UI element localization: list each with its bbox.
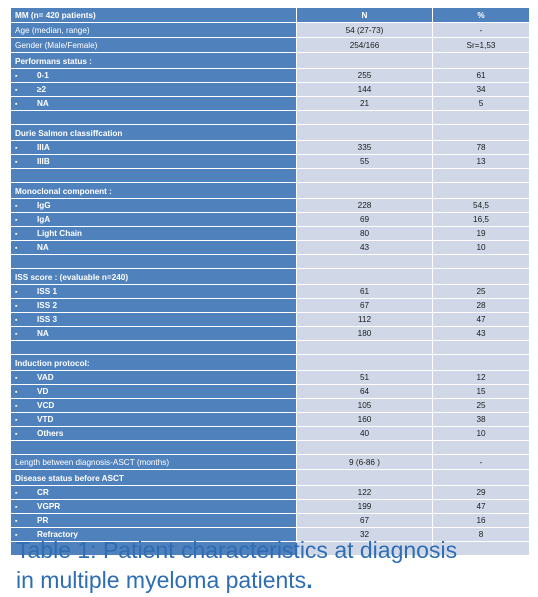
table-row <box>11 427 530 441</box>
spacer-cell <box>297 169 433 183</box>
table-row <box>11 227 530 241</box>
table-row-age <box>11 23 530 38</box>
table-row <box>11 486 530 500</box>
table-row <box>11 313 530 327</box>
table-row <box>11 500 530 514</box>
table-row <box>11 155 530 169</box>
item-pct: 38 <box>433 413 530 427</box>
table-header-row <box>11 8 530 23</box>
spacer-cell <box>11 169 297 183</box>
bullet-icon: ▪ <box>15 230 18 238</box>
item-label-cell <box>11 213 297 227</box>
item-label: VD <box>37 386 49 396</box>
section-title-n-empty <box>297 53 433 69</box>
bullet-icon: ▪ <box>15 531 18 539</box>
table-row-length <box>11 455 530 470</box>
length-label: Length between diagnosis-ASCT (months) <box>11 455 297 470</box>
header-n: N <box>297 8 433 23</box>
caption-end-mark: . <box>306 567 313 593</box>
item-label: IgG <box>37 200 51 210</box>
item-pct: 12 <box>433 371 530 385</box>
gender-label: Gender (Male/Female) <box>11 38 297 53</box>
header-cohort-label: MM (n= 420 patients) <box>11 8 297 23</box>
item-label-cell <box>11 313 297 327</box>
table-row <box>11 385 530 399</box>
item-label-cell <box>11 285 297 299</box>
item-n: 64 <box>297 385 433 399</box>
section-title-row-monoclonal-component <box>11 183 530 199</box>
table-row <box>11 97 530 111</box>
item-pct: 34 <box>433 83 530 97</box>
item-label: Refractory <box>37 529 78 539</box>
section-title-n-empty <box>297 470 433 486</box>
item-label: ≥2 <box>37 84 47 94</box>
item-label: PR <box>37 515 49 525</box>
item-n: 61 <box>297 285 433 299</box>
item-n: 144 <box>297 83 433 97</box>
item-label: NA <box>37 98 49 108</box>
spacer-cell <box>433 341 530 355</box>
section-title-monoclonal-component: Monoclonal component : <box>11 183 297 199</box>
spacer-cell <box>11 441 297 455</box>
spacer-cell <box>297 255 433 269</box>
gender-pct: Sr=1,53 <box>433 38 530 53</box>
patient-characteristics-table <box>10 7 530 556</box>
table-row <box>11 327 530 341</box>
item-label: ISS 1 <box>37 286 58 296</box>
bullet-icon: ▪ <box>15 288 18 296</box>
item-label: NA <box>37 328 49 338</box>
item-pct: 28 <box>433 299 530 313</box>
item-n: 160 <box>297 413 433 427</box>
item-pct: 29 <box>433 486 530 500</box>
item-label-cell <box>11 427 297 441</box>
item-n: 51 <box>297 371 433 385</box>
item-n: 335 <box>297 141 433 155</box>
item-pct: 16,5 <box>433 213 530 227</box>
spacer-row <box>11 441 530 455</box>
item-n: 67 <box>297 299 433 313</box>
table-row <box>11 199 530 213</box>
caption-line-1: Table 1: Patient characteristics at diagnosis <box>16 537 458 563</box>
section-title-disease-status: Disease status before ASCT <box>11 470 297 486</box>
item-pct: 61 <box>433 69 530 83</box>
bullet-icon: ▪ <box>15 503 18 511</box>
section-title-pct-empty <box>433 269 530 285</box>
table-caption <box>16 535 531 595</box>
bullet-icon: ▪ <box>15 374 18 382</box>
item-label: 0-1 <box>37 70 49 80</box>
age-label: Age (median, range) <box>11 23 297 38</box>
bullet-icon: ▪ <box>15 489 18 497</box>
length-pct: - <box>433 455 530 470</box>
item-label-cell <box>11 486 297 500</box>
caption-line-2 <box>16 565 531 595</box>
spacer-cell <box>433 441 530 455</box>
item-label-cell <box>11 399 297 413</box>
section-title-durie-salmon: Durie Salmon classiffcation <box>11 125 297 141</box>
table-row <box>11 514 530 528</box>
item-label: VTD <box>37 414 54 424</box>
bullet-icon: ▪ <box>15 216 18 224</box>
gender-n: 254/166 <box>297 38 433 53</box>
spacer-cell <box>11 111 297 125</box>
item-label: VCD <box>37 400 55 410</box>
section-title-pct-empty <box>433 470 530 486</box>
table-row <box>11 413 530 427</box>
item-pct: 10 <box>433 427 530 441</box>
section-title-n-empty <box>297 355 433 371</box>
item-pct: 25 <box>433 285 530 299</box>
item-pct: 5 <box>433 97 530 111</box>
item-pct: 47 <box>433 313 530 327</box>
item-label: Others <box>37 428 64 438</box>
spacer-cell <box>433 111 530 125</box>
item-n: 40 <box>297 427 433 441</box>
section-title-n-empty <box>297 183 433 199</box>
item-label: ISS 3 <box>37 314 58 324</box>
age-n: 54 (27-73) <box>297 23 433 38</box>
spacer-cell <box>297 341 433 355</box>
item-n: 180 <box>297 327 433 341</box>
spacer-cell <box>433 255 530 269</box>
item-pct: 13 <box>433 155 530 169</box>
spacer-cell <box>11 255 297 269</box>
item-label-cell <box>11 199 297 213</box>
section-title-iss-score: ISS score : (evaluable n=240) <box>11 269 297 285</box>
item-pct: 47 <box>433 500 530 514</box>
section-title-n-empty <box>297 269 433 285</box>
section-title-row-disease-status <box>11 470 530 486</box>
item-label: CR <box>37 487 49 497</box>
caption-line-2-text: in multiple myeloma patients <box>16 567 307 593</box>
section-title-pct-empty <box>433 355 530 371</box>
item-label-cell <box>11 241 297 255</box>
section-title-pct-empty <box>433 125 530 141</box>
bullet-icon: ▪ <box>15 330 18 338</box>
bullet-icon: ▪ <box>15 430 18 438</box>
table-row <box>11 69 530 83</box>
item-label: NA <box>37 242 49 252</box>
item-n: 199 <box>297 500 433 514</box>
item-pct: 54,5 <box>433 199 530 213</box>
spacer-row <box>11 341 530 355</box>
table-row <box>11 83 530 97</box>
table-row <box>11 241 530 255</box>
item-n: 69 <box>297 213 433 227</box>
bullet-icon: ▪ <box>15 100 18 108</box>
item-label-cell <box>11 500 297 514</box>
section-title-row-iss-score <box>11 269 530 285</box>
item-label-cell <box>11 514 297 528</box>
table-row <box>11 299 530 313</box>
item-pct: 16 <box>433 514 530 528</box>
spacer-cell <box>297 111 433 125</box>
spacer-row <box>11 169 530 183</box>
section-title-pct-empty <box>433 183 530 199</box>
bullet-icon: ▪ <box>15 72 18 80</box>
table-row <box>11 371 530 385</box>
item-pct: 10 <box>433 241 530 255</box>
item-label: IgA <box>37 214 51 224</box>
item-n: 55 <box>297 155 433 169</box>
patient-characteristics-table-container <box>10 7 529 556</box>
section-title-row-performance-status <box>11 53 530 69</box>
item-pct: 78 <box>433 141 530 155</box>
item-n: 43 <box>297 241 433 255</box>
item-label: IIIB <box>37 156 50 166</box>
spacer-row <box>11 255 530 269</box>
section-title-row-durie-salmon <box>11 125 530 141</box>
item-label: VAD <box>37 372 54 382</box>
item-label-cell <box>11 155 297 169</box>
item-pct: 8 <box>433 528 530 542</box>
bullet-icon: ▪ <box>15 402 18 410</box>
item-pct: 25 <box>433 399 530 413</box>
item-label-cell <box>11 413 297 427</box>
section-title-performance-status: Performans status : <box>11 53 297 69</box>
header-percent: % <box>433 8 530 23</box>
section-title-n-empty <box>297 125 433 141</box>
item-n: 122 <box>297 486 433 500</box>
item-label-cell <box>11 83 297 97</box>
item-label-cell <box>11 69 297 83</box>
bullet-icon: ▪ <box>15 244 18 252</box>
table-row <box>11 213 530 227</box>
item-label-cell <box>11 97 297 111</box>
item-n: 228 <box>297 199 433 213</box>
item-n: 32 <box>297 528 433 542</box>
table-row <box>11 399 530 413</box>
item-label-cell <box>11 227 297 241</box>
item-n: 255 <box>297 69 433 83</box>
bullet-icon: ▪ <box>15 416 18 424</box>
bullet-icon: ▪ <box>15 144 18 152</box>
item-label-cell <box>11 327 297 341</box>
length-n: 9 (6-86 ) <box>297 455 433 470</box>
spacer-cell <box>11 341 297 355</box>
item-pct: 15 <box>433 385 530 399</box>
section-title-induction-protocol: Induction protocol: <box>11 355 297 371</box>
item-pct: 43 <box>433 327 530 341</box>
age-pct: - <box>433 23 530 38</box>
bullet-icon: ▪ <box>15 158 18 166</box>
bullet-icon: ▪ <box>15 388 18 396</box>
item-label-cell <box>11 371 297 385</box>
spacer-cell <box>297 441 433 455</box>
spacer-row <box>11 111 530 125</box>
item-label: Light Chain <box>37 228 83 238</box>
item-label: ISS 2 <box>37 300 58 310</box>
bullet-icon: ▪ <box>15 517 18 525</box>
bullet-icon: ▪ <box>15 302 18 310</box>
table-row-gender <box>11 38 530 53</box>
item-n: 80 <box>297 227 433 241</box>
bullet-icon: ▪ <box>15 316 18 324</box>
item-n: 105 <box>297 399 433 413</box>
table-row <box>11 285 530 299</box>
table-row <box>11 141 530 155</box>
item-label-cell <box>11 141 297 155</box>
section-title-row-induction-protocol <box>11 355 530 371</box>
bullet-icon: ▪ <box>15 202 18 210</box>
item-n: 67 <box>297 514 433 528</box>
item-n: 112 <box>297 313 433 327</box>
item-label: IIIA <box>37 142 50 152</box>
item-n: 21 <box>297 97 433 111</box>
spacer-cell <box>433 169 530 183</box>
bullet-icon: ▪ <box>15 86 18 94</box>
item-pct: 19 <box>433 227 530 241</box>
section-title-pct-empty <box>433 53 530 69</box>
item-label: VGPR <box>37 501 61 511</box>
item-label-cell <box>11 385 297 399</box>
item-label-cell <box>11 299 297 313</box>
